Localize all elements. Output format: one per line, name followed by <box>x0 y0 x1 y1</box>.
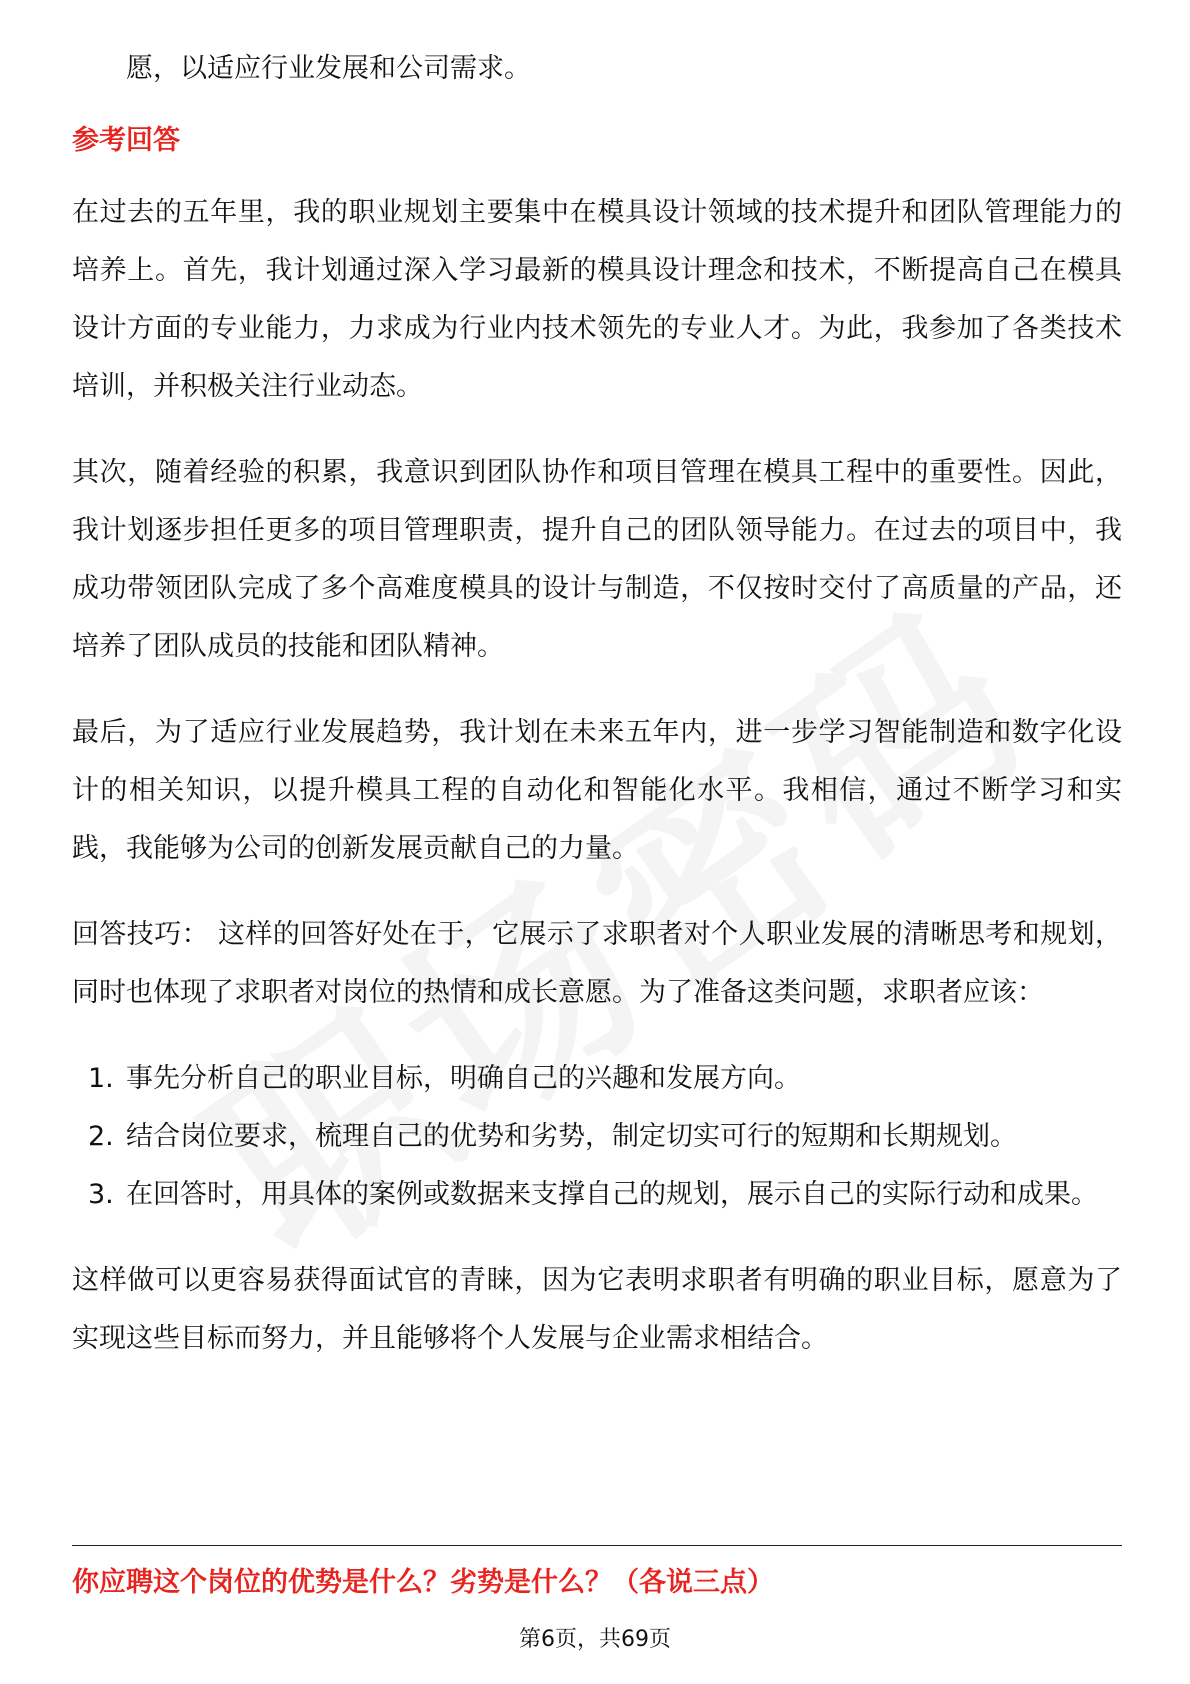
page-content <box>72 40 1122 1368</box>
list-item-number: 1. <box>88 1063 114 1094</box>
answer-paragraph-1: 在过去的五年里，我的职业规划主要集中在模具设计领域的技术提升和团队管理能力的培养上。首先，我计划通过深入学习最新的模具设计理念和技术，不断提高自己在模具设计方面的专业能力，力求成为行业内技术领先的专业人才。为此，我参加了各类技术培训，并积极关注行业动态。 <box>72 197 1122 402</box>
list-item-text: 在回答时，用具体的案例或数据来支撑自己的规划，展示自己的实际行动和成果。 <box>126 1179 1098 1210</box>
tips-intro: 回答技巧： 这样的回答好处在于，它展示了求职者对个人职业发展的清晰思考和规划，同时也体现了求职者对岗位的热情和成长意愿。为了准备这类问题，求职者应该： <box>72 919 1122 1008</box>
next-question-heading: 你应聘这个岗位的优势是什么？劣势是什么？（各说三点） <box>72 1567 774 1598</box>
tips-list <box>72 1050 1122 1224</box>
answer-paragraph-2: 其次，随着经验的积累，我意识到团队协作和项目管理在模具工程中的重要性。因此，我计划逐步担任更多的项目管理职责，提升自己的团队领导能力。在过去的项目中，我成功带领团队完成了多个高难度模具的设计与制造，不仅按时交付了高质量的产品，还培养了团队成员的技能和团队精神。 <box>72 457 1122 662</box>
list-item-number: 2. <box>88 1121 114 1152</box>
answer-paragraph-3: 最后，为了适应行业发展趋势，我计划在未来五年内，进一步学习智能制造和数字化设计的相关知识，以提升模具工程的自动化和智能化水平。我相信，通过不断学习和实践，我能够为公司的创新发展贡献自己的力量。 <box>72 717 1122 864</box>
list-item <box>72 1108 1122 1166</box>
page-footer: 第6页，共69页 <box>519 1627 671 1652</box>
list-item-text: 事先分析自己的职业目标，明确自己的兴趣和发展方向。 <box>126 1063 801 1094</box>
list-item <box>72 1050 1122 1108</box>
answer-heading: 参考回答 <box>72 125 180 156</box>
section-divider <box>72 1545 1122 1546</box>
closing-paragraph: 这样做可以更容易获得面试官的青睐，因为它表明求职者有明确的职业目标，愿意为了实现这些目标而努力，并且能够将个人发展与企业需求相结合。 <box>72 1265 1122 1354</box>
continuation-line: 愿，以适应行业发展和公司需求。 <box>126 53 531 84</box>
list-item-number: 3. <box>88 1179 114 1210</box>
list-item-text: 结合岗位要求，梳理自己的优势和劣势，制定切实可行的短期和长期规划。 <box>126 1121 1017 1152</box>
list-item <box>72 1166 1122 1224</box>
